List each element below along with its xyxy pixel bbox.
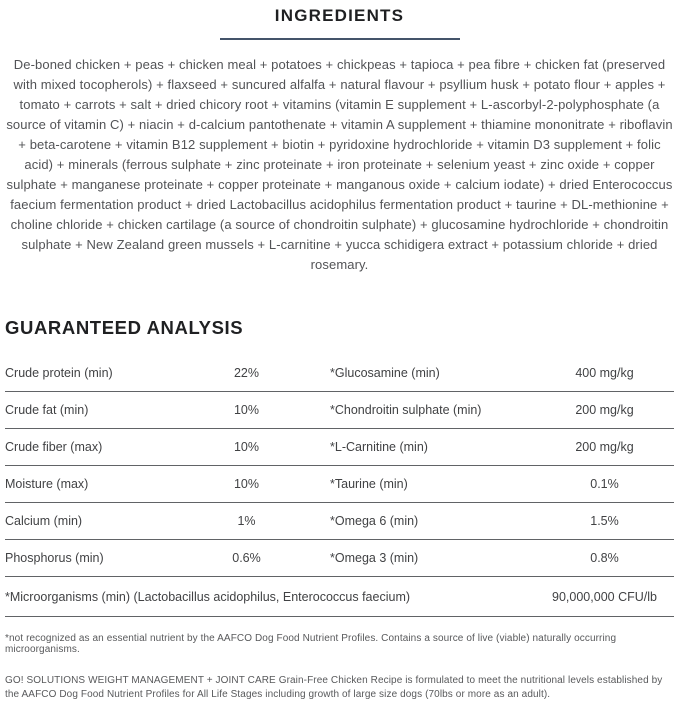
nutrient-label: *Chondroitin sulphate (min) — [330, 403, 482, 417]
nutrient-label: Crude protein (min) — [5, 366, 113, 380]
nutrient-value: 22% — [233, 366, 260, 380]
nutrient-value: 200 mg/kg — [575, 440, 634, 454]
nutrient-value: 10% — [233, 440, 260, 454]
table-row — [5, 540, 674, 577]
table-row-microorganisms — [5, 577, 674, 617]
nutrient-label: *Omega 6 (min) — [330, 514, 419, 528]
table-row — [5, 355, 674, 392]
nutrient-label: *Omega 3 (min) — [330, 551, 419, 565]
nutrient-label: *Glucosamine (min) — [330, 366, 440, 380]
table-row — [5, 503, 674, 540]
footnote-asterisk: *not recognized as an essential nutrient by the AAFCO Dog Food Nutrient Profiles. Contains a source of live (viable) naturally occurring microorganisms. — [5, 633, 617, 655]
nutrient-label: Moisture (max) — [5, 477, 89, 491]
footnote-aafco-statement: GO! SOLUTIONS WEIGHT MANAGEMENT + JOINT CARE Grain-Free Chicken Recipe is formulated to meet the nutritional levels established by the AAFCO Dog Food Nutrient Profiles for All Life Stages including growth of large size dogs (70lbs or more as an adult). — [5, 675, 663, 700]
nutrient-label: Calcium (min) — [5, 514, 83, 528]
nutrient-value: 10% — [233, 403, 260, 417]
nutrient-label: Phosphorus (min) — [5, 551, 104, 565]
nutrient-value: 0.6% — [232, 551, 261, 565]
ingredients-text: De-boned chicken + peas + chicken meal + potatoes + chickpeas + tapioca + pea fibre + chicken fat (preserved with mixed tocopherols) + flaxseed + suncured alfalfa + natural flavour + psyllium husk + potato flour + apples + tomato + carrots + salt + dried chicory root + vitamins (vitamin E supplement + L-ascorbyl-2-polyphosphate (a source of vitamin C) + niacin + d-calcium pantothenate + vitamin A supplement + thiamine mononitrate + riboflavin + beta-carotene + vitamin B12 supplement + biotin + pyridoxine hydrochloride + vitamin D3 supplement + folic acid) + minerals (ferrous sulphate + zinc proteinate + iron proteinate + selenium yeast + zinc oxide + copper sulphate + manganese proteinate + copper proteinate + manganous oxide + calcium iodate) + dried Enterococcus faecium fermentation product + dried Lactobacillus acidophilus fermentation product + taurine + DL-methionine + choline chloride + chicken cartilage (a source of chondroitin sulphate) + glucosamine hydrochloride + chondroitin sulphate + New Zealand green mussels + L-carnitine + yucca schidigera extract + potassium chloride + dried rosemary. — [6, 57, 673, 272]
nutrient-value: 0.8% — [590, 551, 619, 565]
nutrient-label: Crude fat (min) — [5, 403, 89, 417]
pet-food-label-page — [0, 6, 679, 700]
nutrient-value: 90,000,000 CFU/lb — [552, 589, 657, 604]
nutrient-label: Crude fiber (max) — [5, 440, 103, 454]
nutrient-value: 1.5% — [590, 514, 619, 528]
nutrient-value: 10% — [233, 477, 260, 491]
nutrient-label: *Taurine (min) — [330, 477, 408, 491]
guaranteed-analysis-table — [5, 355, 674, 617]
guaranteed-analysis-title: GUARANTEED ANALYSIS — [5, 317, 244, 338]
ingredients-title: INGREDIENTS — [274, 6, 405, 25]
nutrient-value: 0.1% — [590, 477, 619, 491]
table-row — [5, 466, 674, 503]
nutrient-value: 400 mg/kg — [575, 366, 634, 380]
table-row — [5, 392, 674, 429]
nutrient-label: *L-Carnitine (min) — [330, 440, 428, 454]
nutrient-value: 1% — [237, 514, 256, 528]
nutrient-value: 200 mg/kg — [575, 403, 634, 417]
nutrient-label: *Microorganisms (min) (Lactobacillus acidophilus, Enterococcus faecium) — [5, 589, 411, 604]
table-row — [5, 429, 674, 466]
title-underline-divider — [220, 38, 460, 40]
